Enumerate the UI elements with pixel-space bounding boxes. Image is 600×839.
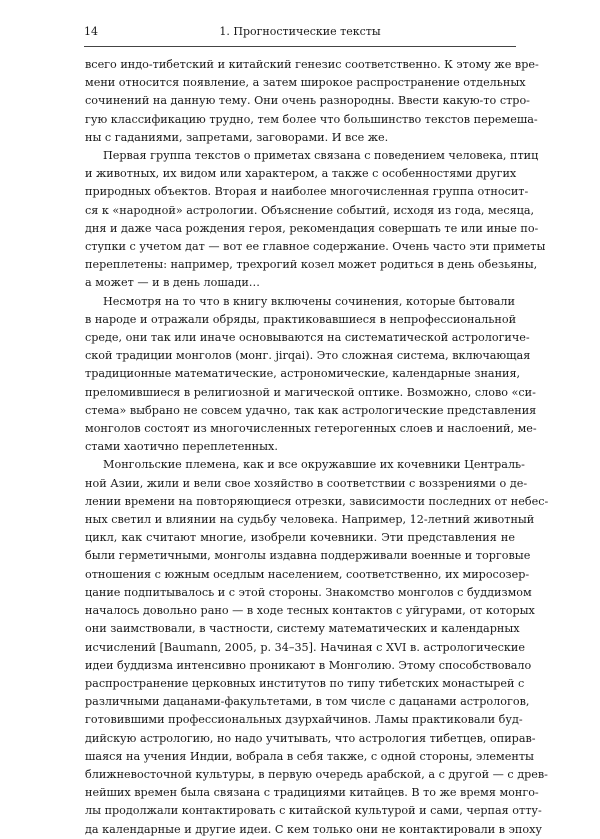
text-line: Несмотря на то что в книгу включены сочинения, которые бытовали — [103, 294, 515, 308]
text-line: а может — и в день лошади… — [85, 276, 260, 290]
text-line: дня и даже часа рождения героя, рекомендация совершать те или иные по- — [85, 221, 539, 235]
text-line: Монгольские племена, как и все окружавшие их кочевники Централь- — [103, 458, 525, 472]
text-line: различными дацанами-факультетами, в том числе с дацанами астрологов, — [85, 695, 530, 709]
text-line: в народе и отражали обряды, практиковавшиеся в непрофессиональной — [85, 312, 517, 326]
text-line: ны с гаданиями, запретами, заговорами. И все же. — [85, 130, 389, 144]
text-line: традиционные математические, астрономические, календарные знания, — [85, 367, 521, 381]
text-line: цикл, как считают многие, изобрели кочевники. Эти представления не — [85, 531, 515, 545]
text-line: стами хаотично переплетенных. — [85, 440, 278, 454]
text-line: природных объектов. Вторая и наиболее многочисленная группа относит- — [85, 185, 529, 199]
text-line: сочинений на данную тему. Они очень разнородны. Ввести какую-то стро- — [85, 94, 530, 108]
paragraph — [85, 456, 549, 838]
text-line: идеи буддизма интенсивно проникают в Монголию. Этому способствовало — [85, 658, 532, 672]
text-line: мени относится появление, а затем широкое распространение отдельных — [85, 76, 526, 90]
text-line: началось довольно рано — в ходе тесных контактов с уйгурами, от которых — [85, 604, 535, 618]
text-line: переплетены: например, трехрогий козел может родиться в день обезьяны, — [85, 258, 538, 272]
text-line: преломившиеся в религиозной и магической оптике. Возможно, слово «си- — [85, 385, 536, 399]
text-line: распространение церковных институтов по типу тибетских монастырей с — [85, 676, 525, 690]
text-line: ступки с учетом дат — вот ее главное содержание. Очень часто эти приметы — [85, 240, 546, 254]
text-line: всего индо-тибетский и китайский генезис соответственно. К этому же вре- — [85, 58, 539, 71]
text-line: дийскую астрологию, но надо учитывать, что астрология тибетцев, опирав- — [85, 731, 536, 745]
running-title: 1. Прогностические тексты — [219, 25, 381, 38]
text-line: да календарные и другие идеи. С кем только они не контактировали в эпоху — [85, 822, 542, 836]
text-line: стема» выбрано не совсем удачно, так как астрологические представления — [85, 403, 537, 417]
page-header — [84, 22, 516, 47]
text-line: готовившими профессиональных дзурхайчинов. Ламы практиковали буд- — [85, 713, 523, 727]
text-line: ной Азии, жили и вели свое хозяйство в соответствии с воззрениями о де- — [85, 476, 528, 490]
page-number: 14 — [84, 25, 98, 38]
text-line: лы продолжали контактировать с китайской культурой и сами, черпая отту- — [85, 804, 542, 818]
paragraph — [85, 56, 539, 147]
text-line: они заимствовали, в частности, систему математических и календарных — [85, 622, 520, 636]
text-line: ся к «народной» астрологии. Объяснение событий, исходя из года, месяца, — [85, 203, 535, 217]
text-line: монголов состоят из многочисленных гетерогенных слоев и наслоений, ме- — [85, 422, 537, 436]
text-line: исчислений [Baumann, 2005, p. 34–35]. Начиная с XVI в. астрологические — [85, 640, 525, 654]
body-text — [85, 56, 549, 839]
paragraph — [85, 147, 546, 293]
text-line: лении времени на повторяющиеся отрезки, зависимости последних от небес- — [85, 494, 549, 508]
text-line: гую классификацию трудно, тем более что большинство текстов перемеша- — [85, 112, 538, 126]
text-line: были герметичными, монголы издавна поддерживали военные и торговые — [85, 549, 531, 563]
text-line: ных светил и влиянии на судьбу человека. Например, 12-летний животный — [85, 513, 535, 527]
text-line: шаяся на учения Индии, вобрала в себя также, с одной стороны, элементы — [85, 749, 534, 763]
text-line: отношения с южным оседлым населением, соответственно, их миросозер- — [85, 567, 530, 581]
paragraph — [85, 293, 537, 457]
text-line: среде, они так или иначе основываются на систематической астрологиче- — [85, 331, 530, 345]
text-line: нейших времен была связана с традициями китайцев. В то же время монго- — [85, 786, 539, 800]
text-line: цание подпитывалось и с этой стороны. Знакомство монголов с буддизмом — [85, 585, 532, 599]
text-line: Первая группа текстов о приметах связана с поведением человека, птиц — [103, 149, 539, 163]
text-line: ской традиции монголов (монг. jirqai). Это сложная система, включающая — [85, 349, 531, 363]
text-line: и животных, их видом или характером, а также с особенностями других — [85, 167, 517, 181]
text-line: ближневосточной культуры, в первую очередь арабской, а с другой — с древ- — [85, 767, 548, 781]
